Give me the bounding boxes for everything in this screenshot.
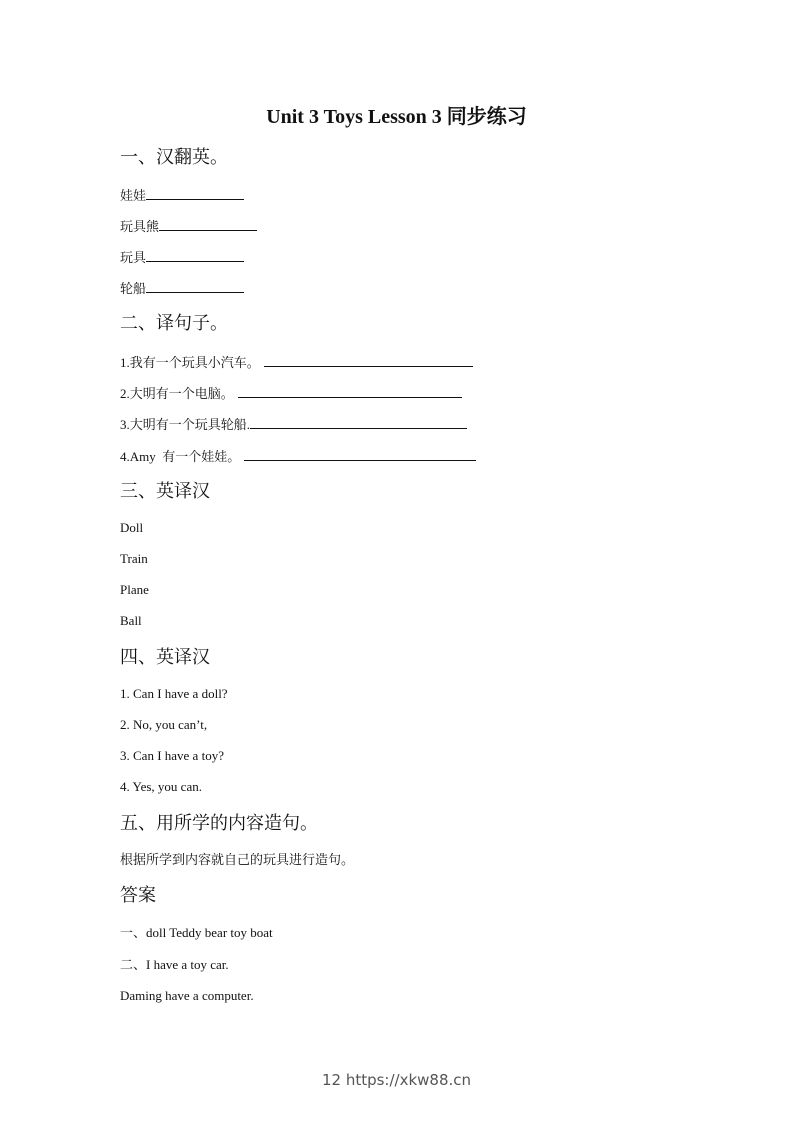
answer-blank[interactable] xyxy=(264,354,473,367)
list-item: 3. Can I have a toy? xyxy=(120,748,224,763)
list-item xyxy=(120,354,473,371)
answer-blank[interactable] xyxy=(250,416,467,429)
item-text: 轮船 xyxy=(120,281,147,296)
list-item xyxy=(120,385,462,402)
item-text: 娃娃 xyxy=(120,188,147,203)
item-text: 4.Amy 有一个娃娃。 xyxy=(120,449,241,464)
item-text: 玩具熊 xyxy=(120,219,160,234)
section-heading-1: 一、汉翻英。 xyxy=(120,147,228,168)
answer-blank[interactable] xyxy=(244,448,476,461)
answer-line: 一、doll Teddy bear toy boat xyxy=(120,925,273,940)
answer-blank[interactable] xyxy=(146,249,244,262)
list-item xyxy=(120,448,476,465)
list-item xyxy=(120,187,244,204)
section-heading-5: 五、用所学的内容造句。 xyxy=(120,813,318,834)
list-item: Plane xyxy=(120,582,149,597)
list-item: 根据所学到内容就自己的玩具进行造句。 xyxy=(120,852,355,867)
section-heading-3: 三、英译汉 xyxy=(120,481,210,502)
answer-blank[interactable] xyxy=(159,218,257,231)
answer-line: Daming have a computer. xyxy=(120,988,254,1003)
list-item: 4. Yes, you can. xyxy=(120,779,202,794)
list-item: 2. No, you can’t, xyxy=(120,717,208,732)
list-item xyxy=(120,416,467,433)
list-item: 1. Can I have a doll? xyxy=(120,686,228,701)
section-heading-2: 二、译句子。 xyxy=(120,313,228,334)
item-text: 3.大明有一个玩具轮船. xyxy=(120,417,251,432)
page-title: Unit 3 Toys Lesson 3 同步练习 xyxy=(266,106,527,128)
item-text: 2.大明有一个电脑。 xyxy=(120,386,234,401)
list-item xyxy=(120,249,244,266)
answer-blank[interactable] xyxy=(146,187,244,200)
answer-blank[interactable] xyxy=(238,385,462,398)
list-item: Ball xyxy=(120,613,142,628)
page-footer: 12 https://xkw88.cn xyxy=(321,1071,472,1089)
answer-blank[interactable] xyxy=(146,280,244,293)
list-item: Train xyxy=(120,551,148,566)
item-text: 1.我有一个玩具小汽车。 xyxy=(120,355,260,370)
list-item: Doll xyxy=(120,520,144,535)
list-item xyxy=(120,280,244,297)
answers-heading: 答案 xyxy=(120,885,156,906)
section-heading-4: 四、英译汉 xyxy=(120,647,210,668)
item-text: 玩具 xyxy=(120,250,147,265)
list-item xyxy=(120,218,257,235)
answer-line: 二、I have a toy car. xyxy=(120,957,229,972)
